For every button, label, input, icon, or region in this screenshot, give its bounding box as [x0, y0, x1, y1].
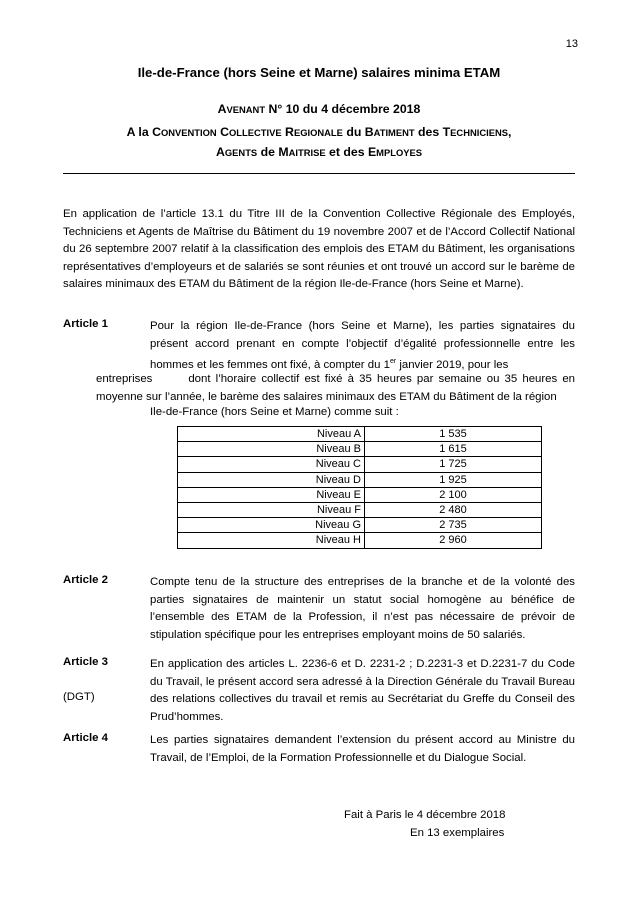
niveau-cell: Niveau D [178, 472, 365, 487]
signature-place-date: Fait à Paris le 4 décembre 2018 [344, 809, 506, 821]
article-3-label: Article 3 [63, 656, 108, 668]
article-3-dgt: (DGT) [63, 691, 95, 703]
intro-paragraph: En application de l’article 13.1 du Titre III de la Convention Collective Régionale des Employés, Techniciens et Agents de Maîtrise du Bâtiment du 19 novembre 2007 et de l’Accord Collectif National du 26 septembre 2007 relatif à la classification des emplois des ETAM du Bâtiment, les organisations représentatives d’employeurs et de salariés se sont réunies et ont trouvé un accord sur le barème de salaires minimaux des ETAM du Bâtiment de la région Ile-de-France (hors Seine et Marne). [63, 208, 575, 291]
article-1-text-end: Ile-de-France (hors Seine et Marne) comme suit : [150, 406, 399, 418]
table-row [178, 502, 542, 517]
article-4-label: Article 4 [63, 732, 108, 744]
separator-rule [63, 173, 575, 174]
niveau-cell: Niveau A [178, 427, 365, 442]
table-row [178, 472, 542, 487]
montant-cell: 1 725 [365, 457, 542, 472]
table-row [178, 442, 542, 457]
article-1-sup: er [389, 358, 397, 366]
article-4-text: Les parties signataires demandent l’extension du présent accord au Ministre du Travail, de l’Emploi, de la Formation Professionnelle et du Dialogue Social. [150, 734, 575, 764]
article-1-text [150, 318, 575, 375]
montant-cell: 1 535 [365, 427, 542, 442]
montant-cell: 2 960 [365, 533, 542, 548]
article-1-label: Article 1 [63, 318, 108, 330]
niveau-cell: Niveau G [178, 518, 365, 533]
avenant-heading: AVENANT N° 10 du 4 décembre 2018 [217, 102, 421, 116]
salary-table [177, 426, 542, 549]
niveau-cell: Niveau B [178, 442, 365, 457]
montant-cell: 2 735 [365, 518, 542, 533]
document-title: Ile-de-France (hors Seine et Marne) salaires minima ETAM [137, 65, 501, 80]
article-3-text: En application des articles L. 2236-6 et D. 2231-2 ; D.2231-3 et D.2231-7 du Code du Travail, le présent accord sera adressé à la Direction Générale du Travail Bureau des relations collectives du travail et remis au Secrétariat du Greffe du Conseil des Prud’hommes. [150, 658, 575, 723]
table-row [178, 427, 542, 442]
article-1-text-continued: entreprises dont l’horaire collectif est fixé à 35 heures par semaine ou 35 heures en moyenne sur l’année, le barème des salaires minimaux des ETAM du Bâtiment de la région [96, 373, 579, 403]
article-2-label: Article 2 [63, 574, 108, 586]
table-row [178, 487, 542, 502]
convention-heading: A la CONVENTION COLLECTIVE REGIONALE du BATIMENT des TECHNICIENS, [126, 125, 512, 139]
agents-heading: AGENTS de MAITRISE et des EMPLOYES [215, 145, 423, 159]
montant-cell: 1 925 [365, 472, 542, 487]
article-1-text-b: janvier 2019, pour les [396, 358, 509, 371]
niveau-cell: Niveau E [178, 487, 365, 502]
niveau-cell: Niveau F [178, 502, 365, 517]
signature-copies: En 13 exemplaires [410, 827, 505, 839]
table-row [178, 533, 542, 548]
page-number: 13 [565, 38, 578, 50]
article-1-text-a: Pour la région Ile-de-France (hors Seine et Marne), les parties signataires du présent accord prenant en compte l’objectif d’égalité professionnelle entre les hommes et les femmes ont fixé, à compter du 1 [150, 320, 575, 371]
montant-cell: 2 480 [365, 502, 542, 517]
montant-cell: 2 100 [365, 487, 542, 502]
niveau-cell: Niveau H [178, 533, 365, 548]
niveau-cell: Niveau C [178, 457, 365, 472]
article-2-text: Compte tenu de la structure des entreprises de la branche et de la volonté des parties signataires de maintenir un statut social homogène au bénéfice de l’ensemble des ETAM de la Profession, il n’est pas nécessaire de prévoir de stipulation spécifique pour les entreprises employant moins de 50 salariés. [150, 576, 575, 641]
montant-cell: 1 615 [365, 442, 542, 457]
table-row [178, 457, 542, 472]
table-row [178, 518, 542, 533]
